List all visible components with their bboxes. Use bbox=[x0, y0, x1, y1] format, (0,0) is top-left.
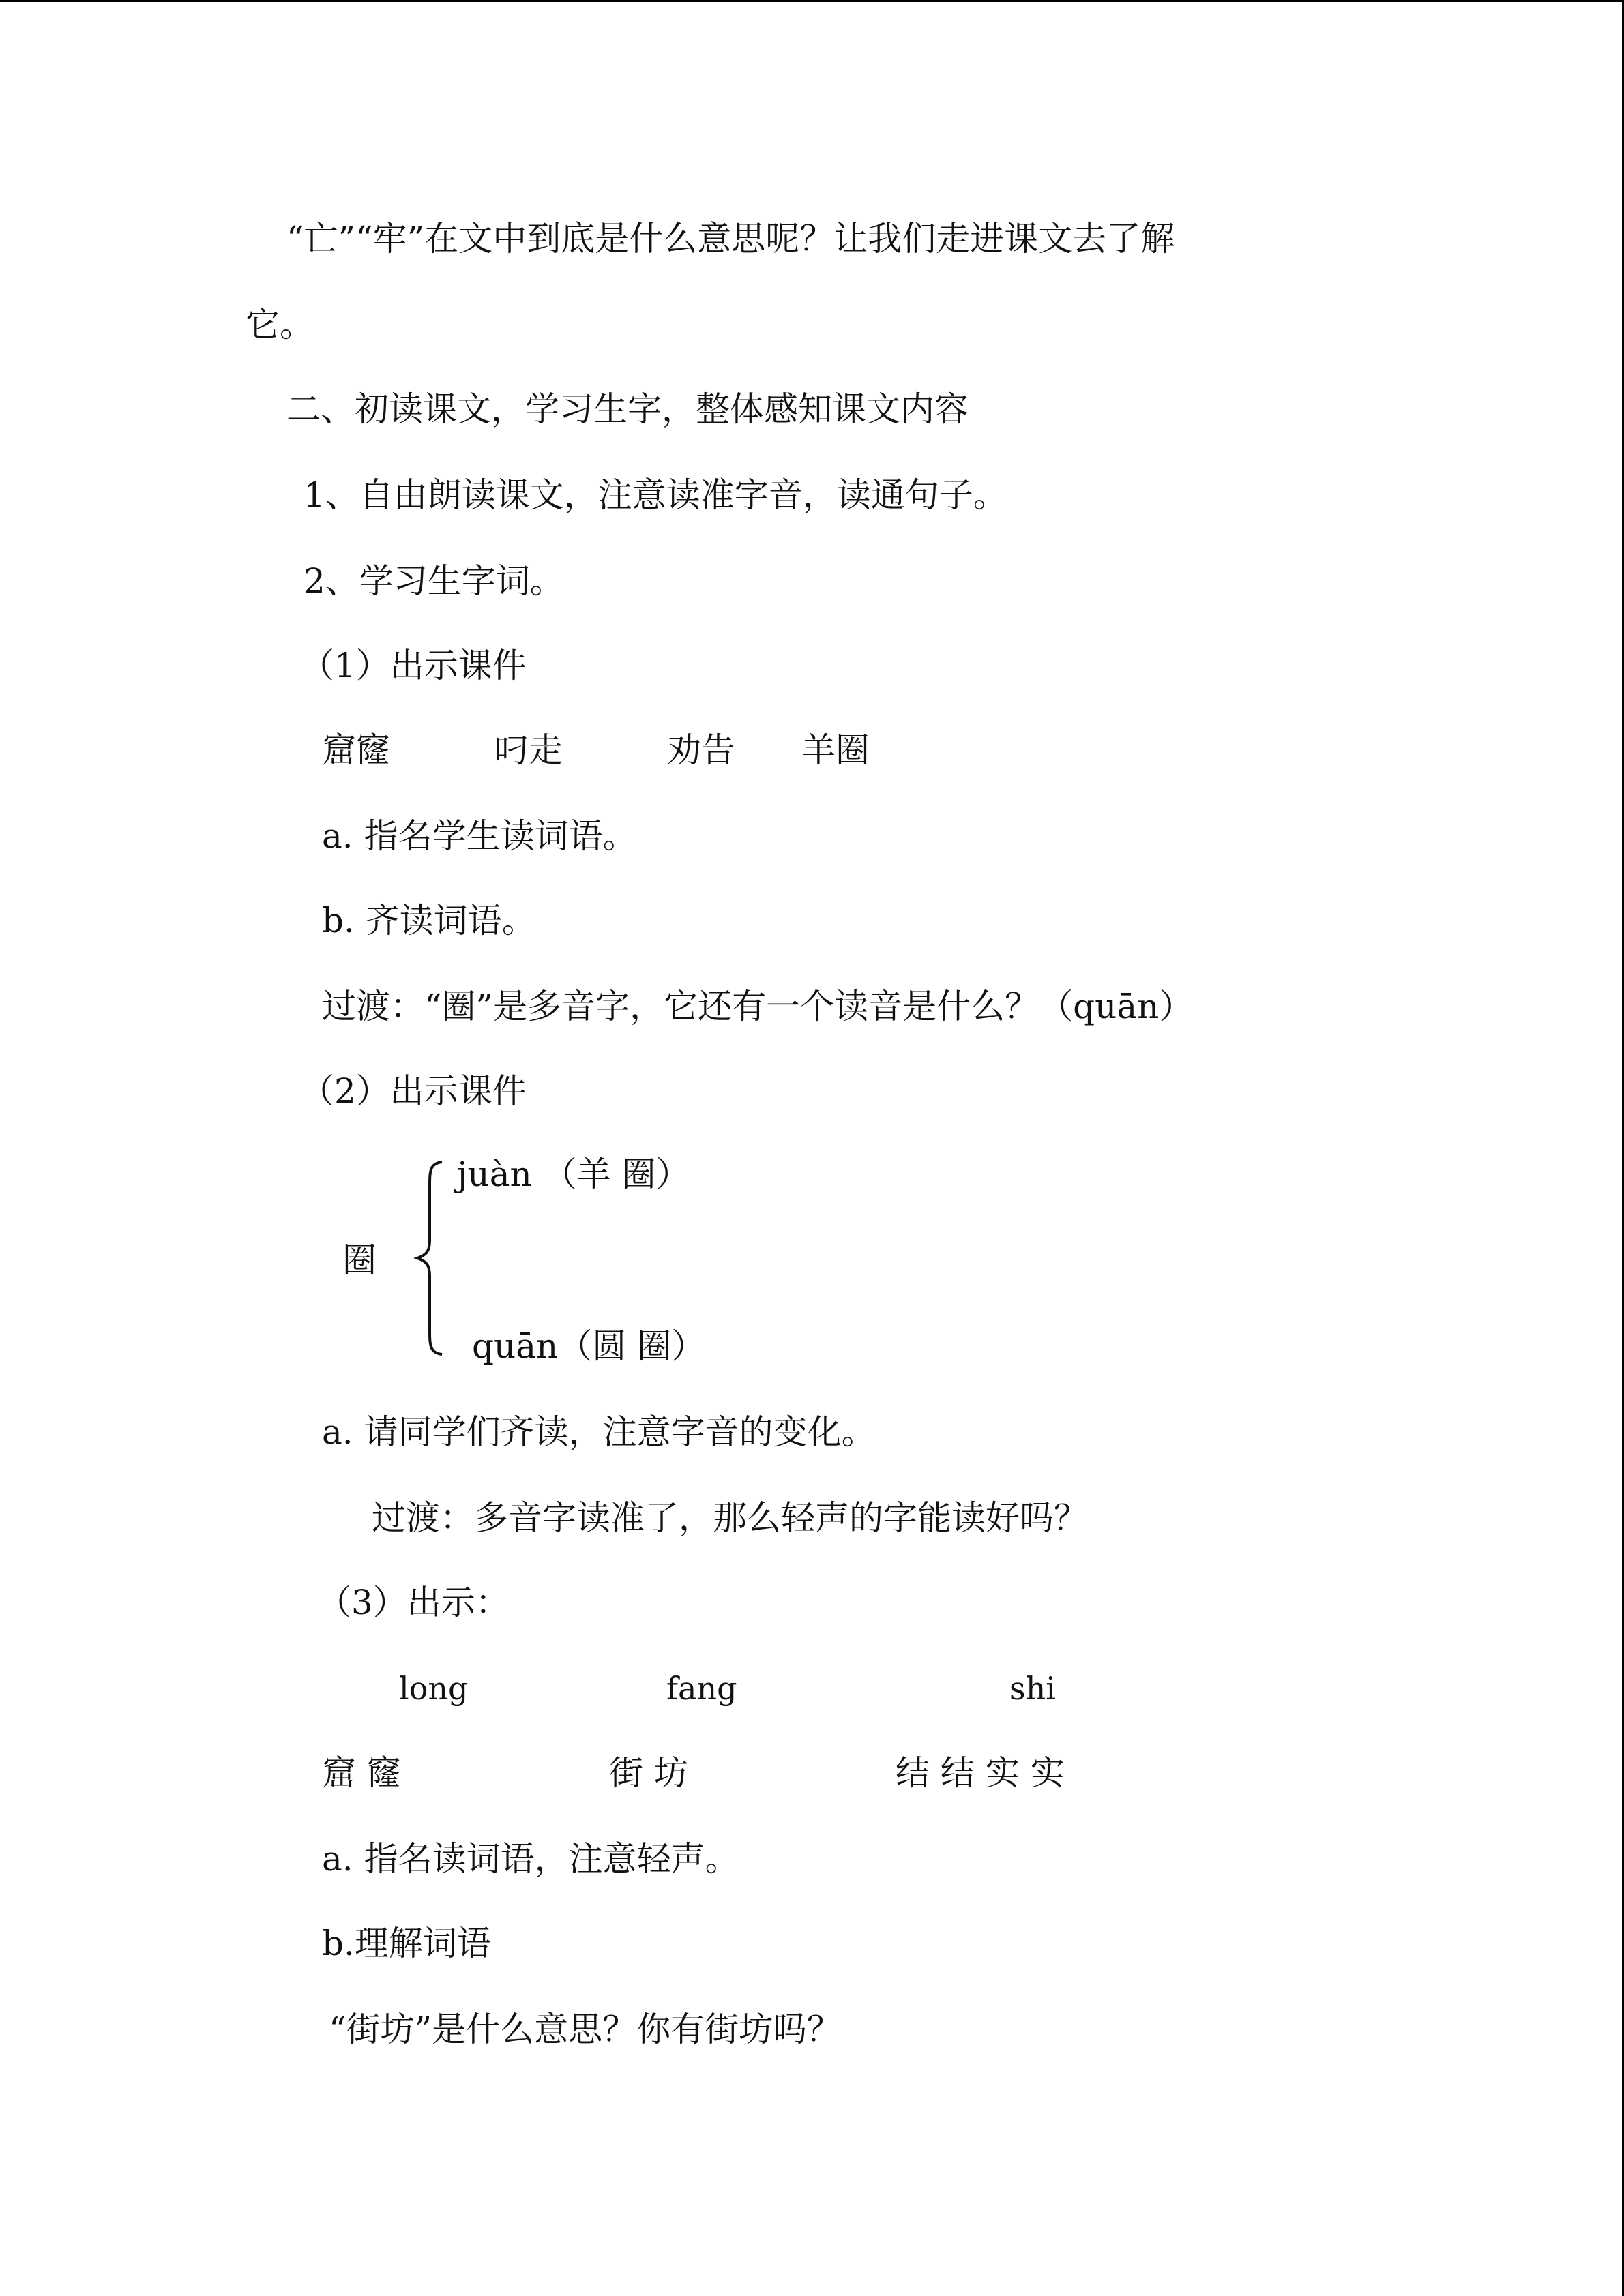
sub-3-heading: （3）出示： bbox=[317, 1583, 510, 1622]
vocab-word: 窟窿 bbox=[322, 730, 390, 770]
polyphone-char: 圈 bbox=[342, 1240, 377, 1280]
neutral-tone-word: 街 坊 bbox=[609, 1753, 688, 1793]
pinyin-annotation: shi bbox=[1009, 1670, 1056, 1707]
section-2-heading: 二、初读课文，学习生字，整体感知课文内容 bbox=[286, 389, 969, 429]
curly-brace-icon bbox=[413, 1159, 447, 1357]
transition-1: 过渡：“圈”是多音字，它还有一个读音是什么？（quān） bbox=[322, 987, 1194, 1026]
step-2: 2、学习生字词。 bbox=[304, 561, 564, 601]
sub-1-item-a: a. 指名学生读词语。 bbox=[322, 816, 637, 856]
step-1: 1、自由朗读课文，注意读准字音，读通句子。 bbox=[304, 475, 1007, 515]
sub-3-item-b: b.理解词语 bbox=[322, 1924, 491, 1963]
sub-2-item-a: a. 请同学们齐读，注意字音的变化。 bbox=[322, 1412, 876, 1452]
sub-1-heading: （1）出示课件 bbox=[300, 646, 527, 685]
page-top-border bbox=[0, 0, 1624, 2]
sub-3-item-a: a. 指名读词语，注意轻声。 bbox=[322, 1839, 739, 1879]
neutral-tone-word: 结 结 实 实 bbox=[896, 1753, 1065, 1793]
question-line: “街坊”是什么意思？你有街坊吗？ bbox=[329, 2010, 842, 2049]
polyphone-reading-1: juàn （羊 圈） bbox=[457, 1154, 690, 1194]
pinyin-annotation: fang bbox=[666, 1670, 737, 1707]
vocab-word: 劝告 bbox=[667, 730, 735, 770]
neutral-tone-word: 窟 窿 bbox=[322, 1753, 401, 1793]
pinyin-annotation: long bbox=[399, 1670, 469, 1707]
vocab-word: 羊圈 bbox=[801, 730, 870, 770]
transition-2: 过渡：多音字读准了，那么轻声的字能读好吗？ bbox=[372, 1498, 1088, 1538]
intro-line-1: “亡”“牢”在文中到底是什么意思呢？让我们走进课文去了解 bbox=[286, 219, 1175, 258]
vocab-word: 叼走 bbox=[494, 730, 563, 770]
sub-1-item-b: b. 齐读词语。 bbox=[322, 901, 536, 940]
intro-line-2: 它。 bbox=[246, 305, 314, 344]
sub-2-heading: （2）出示课件 bbox=[300, 1071, 527, 1111]
polyphone-reading-2: quān（圆 圈） bbox=[472, 1326, 706, 1366]
